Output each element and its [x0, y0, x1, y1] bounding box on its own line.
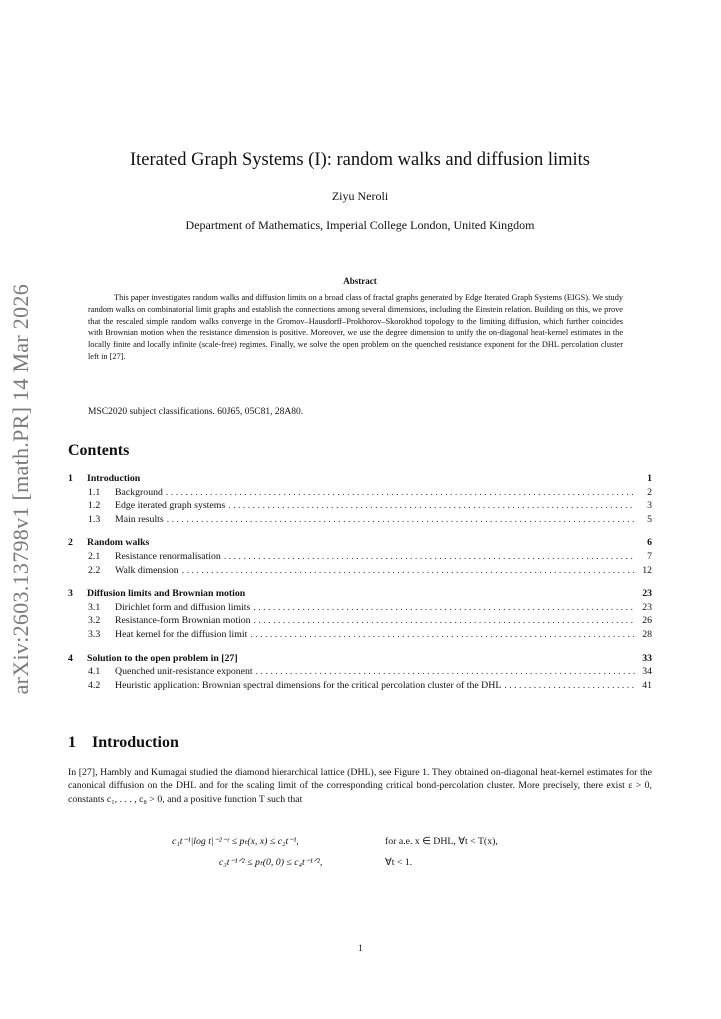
toc-section-entry[interactable] — [68, 473, 652, 487]
toc-page-number: 41 — [642, 679, 652, 691]
author-name: Ziyu Neroli — [331, 189, 389, 203]
toc-subsection-entry[interactable] — [68, 500, 652, 514]
toc-number: 2.1 — [88, 550, 101, 562]
toc-label: Heuristic application: Brownian spectral dimensions for the critical percolation cluster of the DHL — [115, 679, 502, 691]
toc-label: Edge iterated graph systems — [115, 500, 226, 512]
toc-label: Solution to the open problem in [27] — [87, 652, 238, 664]
toc-page-number: 2 — [647, 486, 652, 498]
toc-section-entry[interactable] — [68, 653, 652, 667]
toc-number: 3.1 — [88, 601, 101, 613]
toc-label: Main results — [115, 513, 164, 525]
toc-page-number: 23 — [642, 588, 652, 600]
abstract-heading: Abstract — [343, 276, 377, 286]
toc-section — [68, 653, 652, 694]
section-title: Introduction — [92, 734, 179, 751]
toc-number: 2.2 — [88, 564, 101, 576]
author-affiliation: Department of Mathematics, Imperial College London, United Kingdom — [185, 218, 535, 232]
toc-label: Resistance-form Brownian motion — [115, 615, 251, 627]
equation-1-condition: for a.e. x ∈ DHL, ∀t < T(x), — [385, 836, 498, 847]
toc-number: 4.1 — [88, 666, 101, 678]
toc-number: 1.2 — [88, 500, 101, 512]
equation-2: c₃t⁻¹ᐟ² ≤ pₜ(0, 0) ≤ c₄t⁻¹ᐟ², — [219, 857, 323, 868]
toc-label: Resistance renormalisation — [115, 550, 221, 562]
toc-number: 4.2 — [88, 679, 101, 691]
toc-number: 3.2 — [88, 615, 101, 627]
msc-classifications: MSC2020 subject classifications. 60J65, 05C81, 28A80. — [88, 407, 304, 417]
toc-page-number: 23 — [642, 601, 652, 613]
toc-leader-dots — [253, 602, 635, 613]
toc-page-number: 12 — [642, 564, 652, 576]
contents-heading: Contents — [68, 442, 130, 459]
toc-page-number: 34 — [642, 666, 652, 678]
toc-label: Dirichlet form and diffusion limits — [115, 601, 251, 613]
toc-leader-dots — [167, 514, 635, 525]
toc-number: 2 — [68, 537, 73, 549]
toc-number: 4 — [68, 652, 73, 664]
paper-title: Iterated Graph Systems (I): random walks and diffusion limits — [129, 150, 591, 170]
toc-leader-dots — [504, 680, 635, 691]
page-number: 1 — [358, 944, 363, 954]
abstract-body: This paper investigates random walks and diffusion limits on a broad class of fractal graphs generated by Edge Iterated Graph Systems (EIGS). We study random walks on combinatorial limit graphs and establish the connections among several dimensions, including the Einstein relation. Building on this, we prove that the rescaled simple random walks converge in the Gromov–Hausdorff–Prokhorov–Skorokhod topology to the limiting diffusion, which further coincides with Brownian motion when the resistance dimension is positive. Moreover, we use the degree dimension to unify the on-diagonal heat-kernel estimates in the locally finite and locally infinite (scale-free) regimes. Finally, we solve the open problem on the quenched resistance exponent for the DHL percolation cluster left in [27]. — [88, 293, 623, 361]
toc-subsection-entry[interactable] — [68, 487, 652, 501]
toc-page-number: 26 — [642, 615, 652, 627]
section-heading-introduction — [68, 734, 179, 752]
toc-subsection-entry[interactable] — [68, 666, 652, 680]
equation-2-condition: ∀t < 1. — [385, 857, 413, 868]
arxiv-identifier: arXiv:2603.13798v1 [math.PR] 14 Mar 2026 — [8, 284, 33, 695]
toc-section — [68, 537, 652, 578]
toc-number: 1 — [68, 473, 73, 484]
toc-subsection-entry[interactable] — [68, 551, 652, 565]
toc-label: Background — [115, 486, 163, 498]
section-number: 1 — [68, 734, 76, 751]
toc-page-number: 6 — [647, 537, 652, 549]
toc-page-number: 28 — [642, 628, 652, 640]
toc-number: 3 — [68, 588, 73, 600]
toc-label: Random walks — [87, 537, 150, 549]
toc-label: Heat kernel for the diffusion limit — [115, 628, 248, 640]
toc-page-number: 3 — [647, 500, 652, 512]
toc-label: Introduction — [87, 473, 141, 484]
equation-1: c₁t⁻¹|log t|⁻²⁻ᵋ ≤ pₜ(x, x) ≤ c₂t⁻¹, — [172, 836, 299, 847]
toc-page-number: 33 — [642, 652, 652, 664]
toc-number: 1.1 — [88, 486, 101, 498]
toc-subsection-entry[interactable] — [68, 615, 652, 629]
toc-leader-dots — [182, 565, 635, 576]
toc-leader-dots — [228, 500, 635, 511]
toc-leader-dots — [250, 629, 635, 640]
toc-page-number: 1 — [647, 473, 652, 484]
toc-leader-dots — [224, 551, 635, 562]
toc-section-entry[interactable] — [68, 588, 652, 602]
intro-paragraph: In [27], Hambly and Kumagai studied the diamond hierarchical lattice (DHL), see Figure 1. They obtained on-diagonal heat-kernel estimates for the canonical diffusion on the DHL and for the scaling limit of the corresponding critical bond-percolation cluster. More precisely, there exist ε > 0, constants c₁, . . . , c₈ > 0, and a positive function T such that — [68, 767, 652, 805]
toc-section-entry[interactable] — [68, 537, 652, 551]
toc-label: Diffusion limits and Brownian motion — [87, 588, 246, 600]
toc-subsection-entry[interactable] — [68, 680, 652, 694]
toc-page-number: 7 — [647, 550, 652, 562]
toc-label: Walk dimension — [115, 564, 179, 576]
toc-subsection-entry[interactable] — [68, 514, 652, 528]
toc-leader-dots — [256, 666, 635, 677]
toc-subsection-entry[interactable] — [68, 629, 652, 643]
toc-label: Quenched unit-resistance exponent — [115, 666, 253, 678]
toc-subsection-entry[interactable] — [68, 602, 652, 616]
toc-number: 3.3 — [88, 628, 101, 640]
toc-section — [68, 473, 652, 527]
toc-page-number: 5 — [647, 513, 652, 525]
table-of-contents — [68, 473, 652, 703]
toc-leader-dots — [254, 615, 636, 626]
toc-section — [68, 588, 652, 642]
toc-number: 1.3 — [88, 513, 101, 525]
toc-subsection-entry[interactable] — [68, 565, 652, 579]
toc-leader-dots — [166, 487, 635, 498]
